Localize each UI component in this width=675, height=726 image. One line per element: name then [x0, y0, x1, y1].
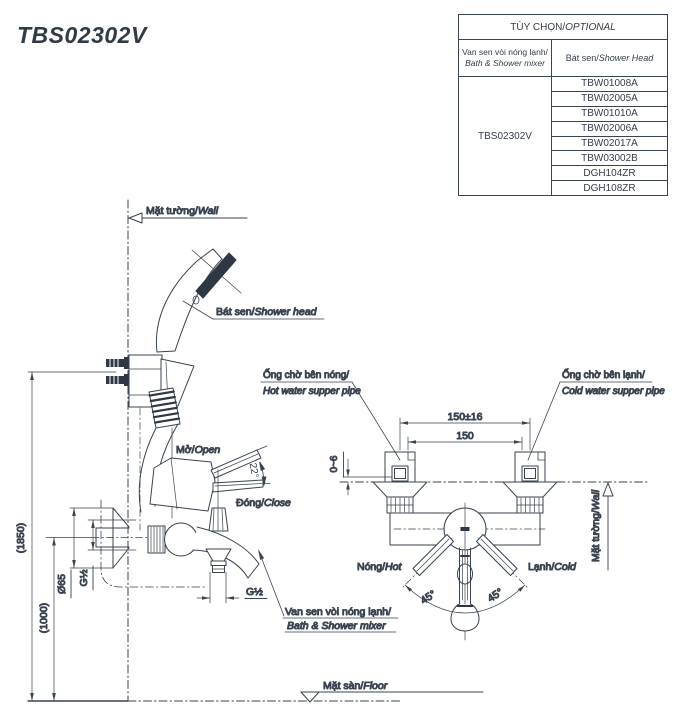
hot-label: Nóng/Hot	[357, 561, 402, 573]
table-row: DGH108ZR	[583, 182, 636, 194]
dim-1000-label: (1000)	[38, 602, 50, 634]
cold-pipe-label-en: Cold water supper pipe	[562, 386, 665, 397]
hot-pipe-label-vn: Ống chờ bên nóng/	[263, 370, 350, 381]
shower-head-label: Bát sen/Shower head	[216, 306, 317, 318]
dim-1850-label: (1850)	[15, 522, 27, 554]
table-header-label-en: OPTIONAL	[565, 21, 616, 33]
open-label: Mở/Open	[176, 444, 221, 456]
product-code-title: TBS02302V	[17, 22, 147, 48]
mixer-model-cell: TBS02302V	[459, 77, 552, 195]
table-row: TBW01010A	[552, 107, 667, 122]
dim-thread-spout-label: G½	[246, 586, 263, 598]
cold-pipe-label-vn: Ống chờ bên lạnh/	[562, 370, 645, 381]
valve-body-circle	[165, 523, 198, 556]
column-header-shower-head-en: Shower Head	[598, 53, 654, 63]
cold-supply-pipe	[503, 452, 557, 513]
dim-pitch-tol-label: 150±16	[447, 411, 483, 423]
dim-escutcheon-label: Ø65	[56, 574, 68, 594]
mixer-body-side	[92, 500, 259, 587]
dim-1000	[46, 538, 92, 702]
table-row: TBW03002B	[552, 151, 667, 166]
screw-top	[106, 359, 125, 367]
mixer-label-en: Bath & Shower mixer	[287, 620, 386, 632]
column-header-mixer-vn: Van sen vòi nóng lạnh/	[462, 46, 548, 57]
close-label: Đóng/Close	[236, 497, 291, 509]
cold-label: Lạnh/Cold	[528, 561, 576, 573]
angle-hot-label: 45°	[418, 588, 439, 607]
table-row: DGH104ZR	[552, 166, 667, 181]
dim-1850	[28, 372, 116, 701]
screw-collar-bottom	[124, 374, 129, 386]
floor-label: Mặt sàn/Floor	[323, 680, 388, 692]
wall-datum-right	[603, 482, 613, 570]
screw-bottom	[106, 376, 125, 384]
shower-handle	[156, 249, 222, 352]
table-row: TBW02006A	[552, 122, 667, 137]
table-row: TBW02005A	[552, 92, 667, 107]
wall-label: Mặt tường/Wall	[146, 205, 219, 217]
mixer-leader-arrow	[258, 549, 264, 560]
wall-right-label: Mặt tường/Wall	[590, 489, 602, 563]
cartridge-body	[150, 458, 215, 511]
dim-wall-gap-label: 0~6	[329, 455, 340, 473]
column-header-mixer-en: Bath & Shower mixer	[465, 58, 545, 68]
dim-escutcheon	[70, 508, 113, 598]
mixer-label-vn: Van sen vòi nóng lạnh/	[285, 606, 392, 618]
hot-supply-pipe	[373, 452, 427, 513]
dim-pitch-label: 150	[456, 430, 474, 442]
side-view	[15, 200, 483, 702]
connector-nut	[148, 526, 165, 553]
cold-pipe-leader	[528, 382, 560, 460]
mixer-leader-line	[262, 558, 285, 616]
open-angle-label: 22°	[246, 462, 261, 479]
column-header-shower-head-vn: Bát sen/	[565, 53, 599, 63]
screw-collar-top	[124, 357, 129, 369]
angle-cold-label: 45°	[485, 586, 506, 605]
hot-pipe-label-en: Hot water supper pipe	[263, 386, 361, 397]
dim-thread-wall	[88, 520, 136, 590]
table-row: TBW01008A	[552, 77, 667, 92]
table-row: TBW02017A	[552, 137, 667, 152]
hand-shower	[156, 249, 241, 352]
angle-arrow-top	[260, 462, 265, 470]
dim-thread-wall-label: G½	[78, 569, 90, 587]
table-header-label-vn: TÙY CHỌN/	[510, 21, 566, 33]
front-view	[261, 367, 665, 640]
wall-datum-arrow	[129, 213, 142, 223]
